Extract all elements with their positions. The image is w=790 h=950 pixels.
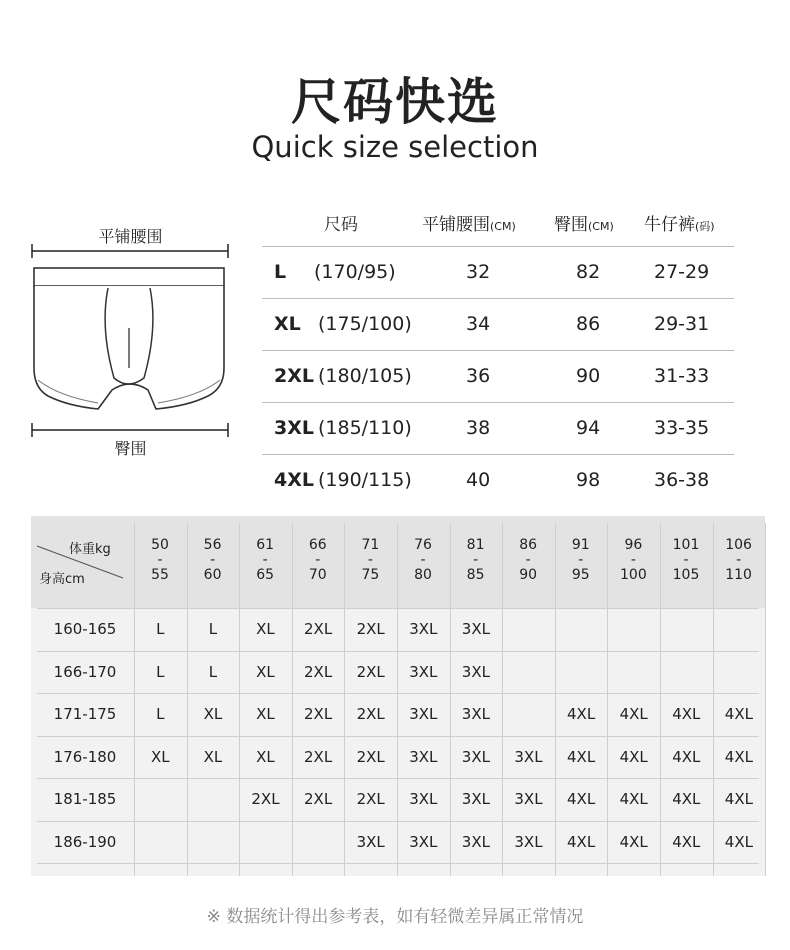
weight-dash: - xyxy=(473,552,479,568)
grid-cell: 2XL xyxy=(356,620,385,638)
grid-vline xyxy=(134,523,135,876)
grid-cell: 2XL xyxy=(356,790,385,808)
grid-cell: XL xyxy=(256,747,275,766)
grid-cell: 3XL xyxy=(409,620,438,638)
grid-cell: 2XL xyxy=(356,705,385,723)
grid-vline xyxy=(239,523,240,876)
weight-from: 86 xyxy=(519,537,538,553)
grid-cell: 4XL xyxy=(724,832,753,851)
size-label: 3XL xyxy=(274,417,314,439)
jeans-value: 36-38 xyxy=(654,469,710,491)
grid-cell: 3XL xyxy=(514,747,543,766)
size-label: 2XL xyxy=(274,365,314,387)
size-label: XL xyxy=(274,313,301,335)
grid-cell: 2XL xyxy=(304,662,333,681)
grid-cell: 3XL xyxy=(461,705,490,723)
hip-value: 98 xyxy=(576,469,601,491)
size-label: L xyxy=(274,261,287,283)
weight-column-header xyxy=(397,538,449,583)
weight-from: 91 xyxy=(571,537,590,553)
header-jeans-label: 牛仔裤 xyxy=(644,215,695,235)
grid-cell: 2XL xyxy=(304,705,333,723)
header-jeans-unit: (码) xyxy=(695,220,715,233)
waist-value: 32 xyxy=(466,261,491,283)
grid-cell: 4XL xyxy=(672,747,701,766)
weight-column-header xyxy=(555,538,607,583)
hip-value: 86 xyxy=(576,313,601,335)
waist-value: 38 xyxy=(466,417,491,439)
grid-cell: 3XL xyxy=(461,620,490,638)
grid-cell: 3XL xyxy=(461,662,490,681)
size-row xyxy=(262,350,734,402)
grid-cell: XL xyxy=(256,620,275,638)
height-axis-label: 身高cm xyxy=(39,572,85,587)
header-hip xyxy=(554,210,614,235)
grid-cell: 4XL xyxy=(619,790,648,808)
weight-to: 100 xyxy=(620,567,647,583)
grid-cell: 3XL xyxy=(514,790,543,808)
hip-label: 臀围 xyxy=(114,439,147,458)
height-row-label: 171-175 xyxy=(53,705,117,723)
weight-column-header xyxy=(187,538,239,583)
grid-cell: 3XL xyxy=(409,662,438,681)
size-row xyxy=(262,454,734,506)
grid-vline xyxy=(344,523,345,876)
grid-vline xyxy=(292,523,293,876)
weight-column-header xyxy=(450,538,502,583)
size-spec: (180/105) xyxy=(318,365,412,387)
weight-from: 96 xyxy=(624,537,643,553)
underwear-drawing xyxy=(28,218,233,463)
weight-dash: - xyxy=(525,552,531,568)
grid-vline xyxy=(187,523,188,876)
size-row xyxy=(262,246,734,298)
grid-hline xyxy=(37,651,759,652)
grid-cell: 2XL xyxy=(251,790,280,808)
height-row-label: 181-185 xyxy=(53,790,117,808)
grid-cell: L xyxy=(208,620,218,638)
grid-cell: L xyxy=(156,705,165,723)
grid-cell: XL xyxy=(256,705,275,723)
grid-hline xyxy=(37,693,759,694)
grid-hline xyxy=(37,608,759,609)
grid-cell: XL xyxy=(203,747,223,766)
header-hip-label: 臀围 xyxy=(554,215,588,235)
weight-to: 90 xyxy=(519,567,538,583)
grid-cell: 4XL xyxy=(724,705,753,723)
weight-to: 85 xyxy=(466,567,485,583)
size-spec: (190/115) xyxy=(318,469,412,491)
grid-cell: L xyxy=(156,620,165,638)
weight-to: 110 xyxy=(725,567,752,583)
grid-cell: 3XL xyxy=(461,790,490,808)
underwear-illustration xyxy=(28,218,233,463)
weight-column-header xyxy=(292,538,344,583)
waist-value: 36 xyxy=(466,365,491,387)
grid-vline xyxy=(713,523,714,876)
grid-cell: 4XL xyxy=(567,790,596,808)
weight-column-header xyxy=(134,538,186,583)
jeans-value: 31-33 xyxy=(654,365,710,387)
weight-dash: - xyxy=(367,552,373,568)
weight-to: 65 xyxy=(256,567,275,583)
weight-from: 61 xyxy=(256,537,275,553)
size-table-header xyxy=(262,198,734,246)
grid-cell: XL xyxy=(203,705,223,723)
grid-vline xyxy=(765,523,766,876)
grid-vline xyxy=(555,523,556,876)
footnote: ※ 数据统计得出参考表，如有轻微差异属正常情况 xyxy=(206,907,584,927)
grid-cell: 3XL xyxy=(461,832,490,851)
grid-cell: 2XL xyxy=(304,790,333,808)
waist-value: 40 xyxy=(466,469,491,491)
grid-cell: L xyxy=(208,662,218,681)
weight-column-header xyxy=(660,538,712,583)
size-spec: (175/100) xyxy=(318,313,412,335)
grid-cell: 4XL xyxy=(619,832,648,851)
grid-cell: 4XL xyxy=(672,790,701,808)
grid-cell: 2XL xyxy=(356,747,385,766)
weight-from: 56 xyxy=(203,537,222,553)
grid-cell: 4XL xyxy=(672,705,701,723)
weight-dash: - xyxy=(262,552,268,568)
weight-to: 55 xyxy=(151,567,169,583)
header-waist-unit: (CM) xyxy=(490,220,516,233)
grid-cell: XL xyxy=(150,747,170,766)
size-row xyxy=(262,402,734,454)
grid-cell: 3XL xyxy=(409,790,438,808)
size-row xyxy=(262,298,734,350)
grid-hline xyxy=(37,821,759,822)
header-waist xyxy=(422,210,516,235)
size-spec: (170/95) xyxy=(314,261,396,283)
grid-cell: 2XL xyxy=(304,747,333,766)
header-hip-unit: (CM) xyxy=(588,220,614,233)
grid-vline xyxy=(607,523,608,876)
grid-header xyxy=(31,516,765,608)
page-subtitle: Quick size selection xyxy=(251,130,539,164)
grid-cell: 4XL xyxy=(567,832,596,851)
grid-cell: XL xyxy=(256,662,275,681)
waist-value: 34 xyxy=(466,313,491,335)
weight-to: 105 xyxy=(672,567,700,583)
grid-cell: 4XL xyxy=(724,747,753,766)
height-row-label: 186-190 xyxy=(53,832,117,851)
weight-height-grid xyxy=(31,516,765,876)
weight-dash: - xyxy=(683,552,689,568)
weight-dash: - xyxy=(630,552,636,568)
grid-cell: 3XL xyxy=(409,705,438,723)
grid-cell: 3XL xyxy=(356,832,385,851)
weight-from: 50 xyxy=(151,537,169,553)
grid-cell: 4XL xyxy=(567,705,596,723)
hip-value: 90 xyxy=(576,365,601,387)
size-table xyxy=(262,198,734,506)
weight-from: 76 xyxy=(414,537,432,553)
weight-dash: - xyxy=(315,552,321,568)
grid-hline xyxy=(37,778,759,779)
grid-cell: 3XL xyxy=(409,747,438,766)
weight-from: 66 xyxy=(308,537,327,553)
height-row-label: 160-165 xyxy=(53,620,117,638)
grid-cell: 3XL xyxy=(409,832,438,851)
grid-vline xyxy=(450,523,451,876)
grid-vline xyxy=(397,523,398,876)
header-waist-label: 平铺腰围 xyxy=(422,215,490,235)
grid-cell: L xyxy=(156,662,165,681)
grid-vline xyxy=(660,523,661,876)
grid-cell: 4XL xyxy=(619,747,648,766)
weight-to: 95 xyxy=(571,567,590,583)
weight-column-header xyxy=(713,538,765,583)
weight-from: 101 xyxy=(672,537,700,553)
weight-column-header xyxy=(344,538,396,583)
weight-column-header xyxy=(607,538,659,583)
height-row-label: 176-180 xyxy=(53,747,117,766)
weight-from: 106 xyxy=(725,537,752,553)
grid-cell: 2XL xyxy=(304,620,333,638)
weight-dash: - xyxy=(736,552,742,568)
grid-cell: 4XL xyxy=(724,790,753,808)
hip-value: 94 xyxy=(576,417,601,439)
header-jeans xyxy=(644,210,715,235)
weight-from: 71 xyxy=(361,537,380,553)
grid-cell: 4XL xyxy=(672,832,701,851)
weight-column-header xyxy=(502,538,554,583)
grid-cell: 3XL xyxy=(461,747,490,766)
page-title: 尺码快选 xyxy=(291,73,499,131)
weight-dash: - xyxy=(210,552,216,568)
weight-to: 60 xyxy=(203,567,222,583)
diagonal-divider xyxy=(31,516,134,608)
weight-to: 80 xyxy=(414,567,432,583)
weight-from: 81 xyxy=(466,537,485,553)
waist-label: 平铺腰围 xyxy=(98,227,163,246)
grid-cell: 4XL xyxy=(567,747,596,766)
jeans-value: 29-31 xyxy=(654,313,710,335)
weight-to: 70 xyxy=(308,567,327,583)
weight-dash: - xyxy=(420,552,426,568)
size-label: 4XL xyxy=(274,469,314,491)
grid-hline xyxy=(37,863,759,864)
weight-axis-label: 体重kg xyxy=(69,542,111,557)
jeans-value: 33-35 xyxy=(654,417,710,439)
height-row-label: 166-170 xyxy=(53,662,117,681)
grid-hline xyxy=(37,736,759,737)
grid-vline xyxy=(502,523,503,876)
weight-to: 75 xyxy=(361,567,380,583)
grid-cell: 2XL xyxy=(356,662,385,681)
hip-value: 82 xyxy=(576,261,601,283)
grid-cell: 3XL xyxy=(514,832,543,851)
grid-cell: 4XL xyxy=(619,705,648,723)
weight-column-header xyxy=(239,538,291,583)
weight-dash: - xyxy=(157,552,163,568)
weight-dash: - xyxy=(578,552,584,568)
jeans-value: 27-29 xyxy=(654,261,710,283)
header-size: 尺码 xyxy=(324,215,358,235)
size-spec: (185/110) xyxy=(318,417,412,439)
